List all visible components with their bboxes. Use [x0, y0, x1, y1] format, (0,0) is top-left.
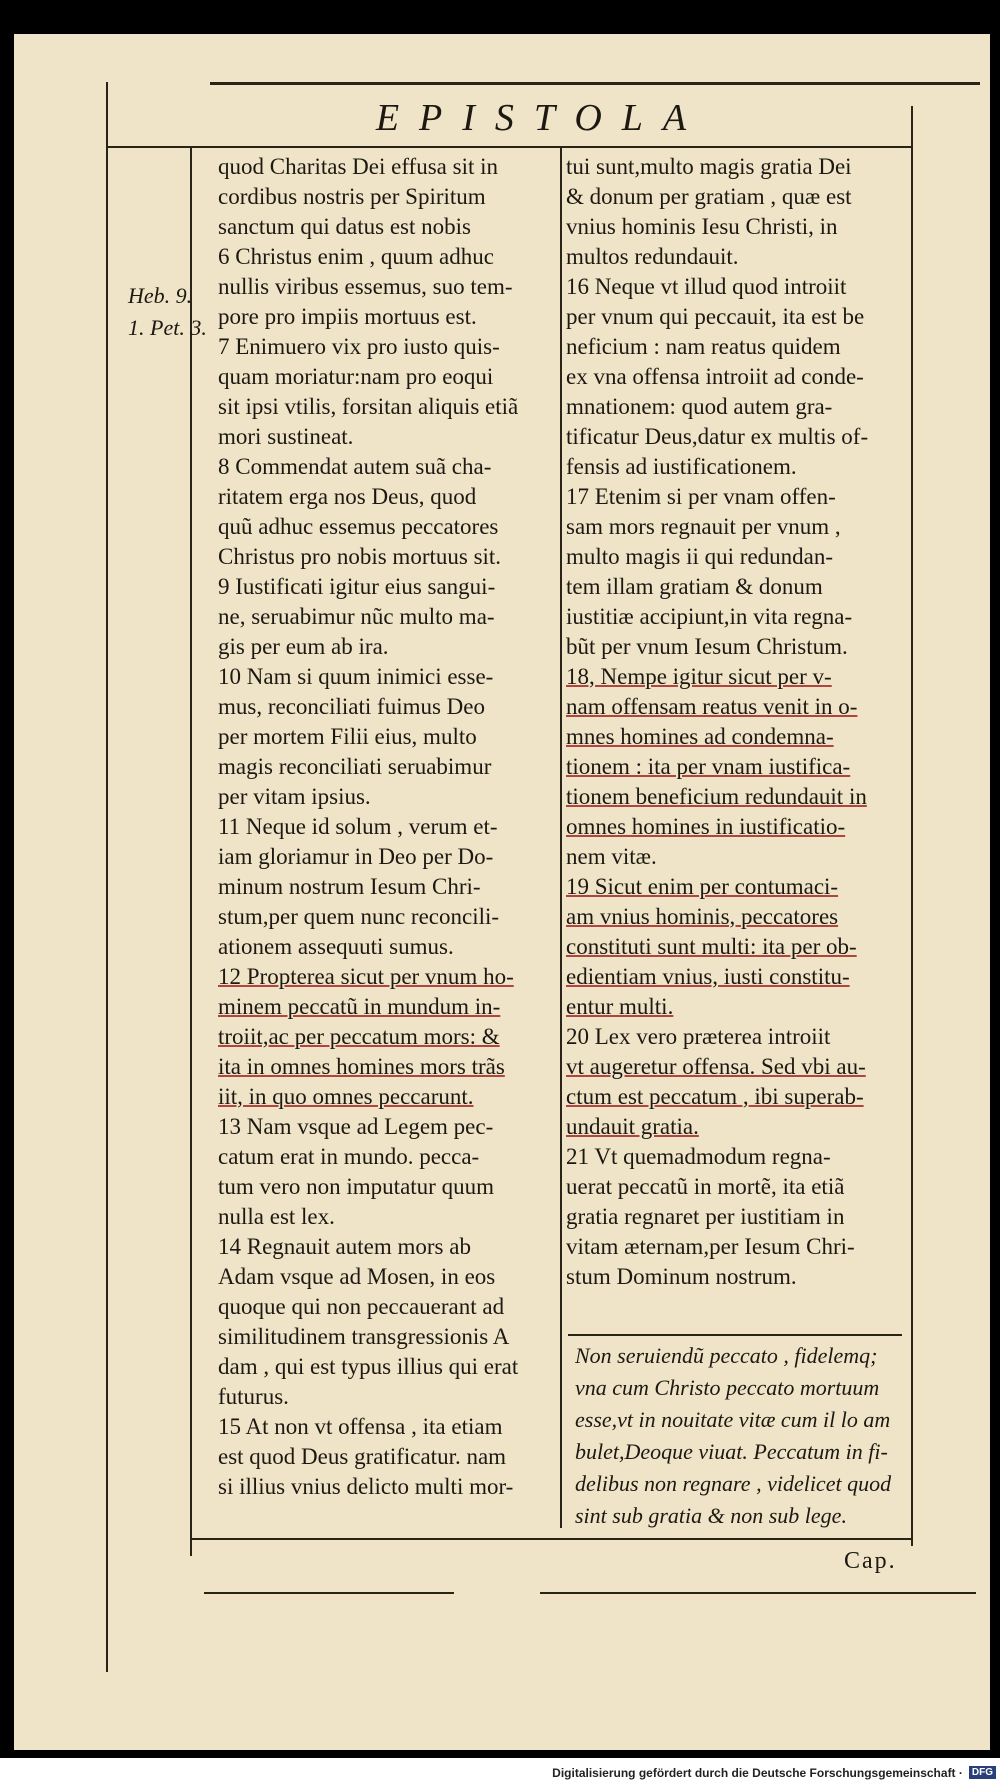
- text-line: quoque qui non peccauerant ad: [218, 1294, 505, 1319]
- text-line: minem peccatũ in mundum in-: [218, 994, 501, 1019]
- text-line: 9 Iustificati igitur eius sangui-: [218, 574, 496, 599]
- text-line: nam offensam reatus venit in o-: [566, 694, 858, 719]
- summary-line: sint sub gratia & non sub lege.: [575, 1503, 847, 1528]
- text-line: constituti sunt multi: ita per ob-: [566, 934, 857, 959]
- text-line: tui sunt,multo magis gratia Dei: [566, 154, 852, 179]
- text-line: gratia regnaret per iustitiam in: [566, 1204, 845, 1229]
- text-line: catum erat in mundo. pecca-: [218, 1144, 480, 1169]
- text-line: ctum est peccatum , ibi superab-: [566, 1084, 864, 1109]
- text-line: multos redundauit.: [566, 244, 739, 269]
- top-rule: [210, 82, 980, 85]
- text-line: bũt per vnum Iesum Christum.: [566, 634, 848, 659]
- text-line: mnes homines ad condemna-: [566, 724, 834, 749]
- text-line: omnes homines in iustificatio-: [566, 814, 846, 839]
- summary-line: vna cum Christo peccato mortuum: [575, 1375, 880, 1400]
- text-line: quũ adhuc essemus peccatores: [218, 514, 499, 539]
- text-line: stum Dominum nostrum.: [566, 1264, 797, 1289]
- text-line: sam mors regnauit per vnum ,: [566, 514, 841, 539]
- text-line: neficium : nam reatus quidem: [566, 334, 841, 359]
- text-line: dam , qui est typus illius qui erat: [218, 1354, 519, 1379]
- text-line: 12 Propterea sicut per vnum ho-: [218, 964, 514, 989]
- digitization-footer: [0, 1758, 1000, 1787]
- summary-top-rule: [568, 1334, 902, 1336]
- text-line: vt augeretur offensa. Sed vbi au-: [566, 1054, 866, 1079]
- text-line: ita in omnes homines mors trãs: [218, 1054, 505, 1079]
- bottom-rule: [190, 1538, 912, 1540]
- text-line: sit ipsi vtilis, forsitan aliquis etiã: [218, 394, 519, 419]
- text-line: tum vero non imputatur quum: [218, 1174, 494, 1199]
- text-line: mus, reconciliati fuimus Deo: [218, 694, 485, 719]
- text-line: 17 Etenim si per vnam offen-: [566, 484, 836, 509]
- text-line: tem illam gratiam & donum: [566, 574, 823, 599]
- text-line: quod Charitas Dei effusa sit in: [218, 154, 498, 179]
- bottom-ornament-left: [204, 1592, 454, 1594]
- text-line: 13 Nam vsque ad Legem pec-: [218, 1114, 494, 1139]
- page-title: EPISTOLA: [375, 97, 707, 139]
- text-line: tionem beneficium redundauit in: [566, 784, 867, 809]
- text-line: Christus pro nobis mortuus sit.: [218, 544, 502, 569]
- text-line: sanctum qui datus est nobis: [218, 214, 471, 239]
- margin-note: 1. Pet. 3.: [128, 315, 207, 340]
- text-line: cordibus nostris per Spiritum: [218, 184, 486, 209]
- text-line: vitam æternam,per Iesum Chri-: [566, 1234, 855, 1259]
- text-line: & donum per gratiam , quæ est: [566, 184, 852, 209]
- text-line: multo magis ii qui redundan-: [566, 544, 834, 569]
- text-line: 11 Neque id solum , verum et-: [218, 814, 498, 839]
- text-line: si illius vnius delicto multi mor-: [218, 1474, 514, 1499]
- bottom-ornament-right: [540, 1592, 976, 1594]
- summary-line: delibus non regnare , videlicet quod: [575, 1471, 892, 1496]
- margin-notes: [128, 280, 207, 344]
- text-line: 14 Regnauit autem mors ab: [218, 1234, 471, 1259]
- text-line: mnationem: quod autem gra-: [566, 394, 833, 419]
- text-line: quam moriatur:nam pro eoqui: [218, 364, 494, 389]
- left-border: [106, 82, 108, 1672]
- text-line: tificatur Deus,datur ex multis of-: [566, 424, 869, 449]
- text-line: per vnum qui peccauit, ita est be: [566, 304, 865, 329]
- text-line: nem vitæ.: [566, 844, 657, 869]
- column-divider: [560, 146, 562, 1528]
- text-line: est quod Deus gratificatur. nam: [218, 1444, 507, 1469]
- text-line: similitudinem transgressionis A: [218, 1324, 510, 1349]
- text-line: 19 Sicut enim per contumaci-: [566, 874, 839, 899]
- dfg-logo: DFG: [969, 1766, 996, 1779]
- text-line: vnius hominis Iesu Christi, in: [566, 214, 838, 239]
- right-border: [911, 106, 913, 1546]
- text-line: iit, in quo omnes peccarunt.: [218, 1084, 474, 1109]
- text-line: minum nostrum Iesum Chri-: [218, 874, 481, 899]
- text-line: 6 Christus enim , quum adhuc: [218, 244, 494, 269]
- text-line: iam gloriamur in Deo per Do-: [218, 844, 494, 869]
- text-line: am vnius hominis, peccatores: [566, 904, 839, 929]
- text-line: fensis ad iustificationem.: [566, 454, 797, 479]
- text-line: magis reconciliati seruabimur: [218, 754, 492, 779]
- text-line: 15 At non vt offensa , ita etiam: [218, 1414, 503, 1439]
- text-line: per mortem Filii eius, multo: [218, 724, 477, 749]
- text-line: troiit,ac per peccatum mors: &: [218, 1024, 500, 1049]
- summary-line: bulet,Deoque viuat. Peccatum in fi-: [575, 1439, 888, 1464]
- text-line: 7 Enimuero vix pro iusto quis-: [218, 334, 500, 359]
- text-line: ex vna offensa introiit ad conde-: [566, 364, 864, 389]
- text-line: 8 Commendat autem suã cha-: [218, 454, 492, 479]
- text-line: ationem assequuti sumus.: [218, 934, 454, 959]
- summary-line: esse,vt in nouitate vitæ cum il lo am: [575, 1407, 891, 1432]
- text-line: Adam vsque ad Mosen, in eos: [218, 1264, 496, 1289]
- right-text-column: [566, 152, 904, 1292]
- text-line: futurus.: [218, 1384, 289, 1409]
- catchword: Cap.: [844, 1548, 897, 1574]
- margin-note: Heb. 9.: [128, 283, 193, 308]
- text-line: nulla est lex.: [218, 1204, 335, 1229]
- text-line: 18, Nempe igitur sicut per v-: [566, 664, 832, 689]
- text-line: 10 Nam si quum inimici esse-: [218, 664, 494, 689]
- text-line: uerat peccatũ in mortẽ, ita etiã: [566, 1174, 845, 1199]
- text-line: 16 Neque vt illud quod introiit: [566, 274, 847, 299]
- text-line: ne, seruabimur nũc multo ma-: [218, 604, 495, 629]
- text-line: tionem : ita per vnam iustifica-: [566, 754, 851, 779]
- text-line: 20 Lex vero præterea introiit: [566, 1024, 831, 1049]
- text-line: undauit gratia.: [566, 1114, 699, 1139]
- text-line: 21 Vt quemadmodum regna-: [566, 1144, 831, 1169]
- left-inner-border: [190, 146, 192, 1556]
- text-line: pore pro impiis mortuus est.: [218, 304, 477, 329]
- text-line: entur multi.: [566, 994, 674, 1019]
- text-line: stum,per quem nunc reconcili-: [218, 904, 500, 929]
- left-text-column: [218, 152, 554, 1502]
- text-line: gis per eum ab ira.: [218, 634, 389, 659]
- text-line: iustitiæ accipiunt,in vita regna-: [566, 604, 853, 629]
- text-line: edientiam vnius, iusti constitu-: [566, 964, 850, 989]
- summary-line: Non seruiendũ peccato , fidelemq;: [575, 1343, 878, 1368]
- chapter-summary: [575, 1340, 910, 1532]
- text-line: per vitam ipsius.: [218, 784, 371, 809]
- text-line: ritatem erga nos Deus, quod: [218, 484, 477, 509]
- header-rule: [106, 146, 912, 148]
- text-line: nullis viribus essemus, suo tem-: [218, 274, 513, 299]
- funding-notice: Digitalisierung gefördert durch die Deutsche Forschungsgemeinschaft ·: [552, 1765, 963, 1780]
- text-line: mori sustineat.: [218, 424, 354, 449]
